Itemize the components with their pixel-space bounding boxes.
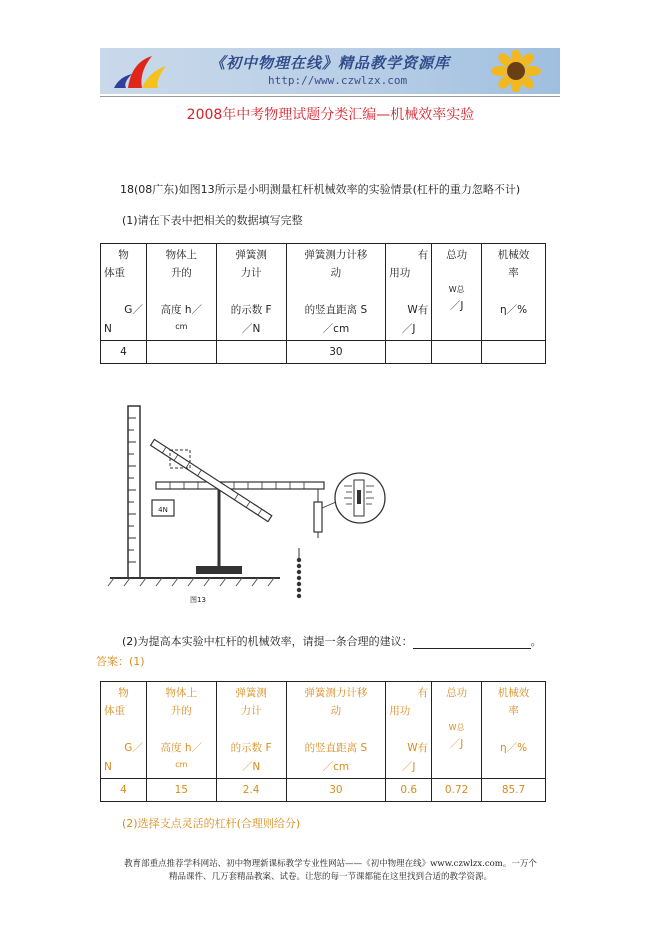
table-header-row [101, 682, 546, 779]
header-cell: 总功 W总 ／J [432, 682, 482, 779]
header-cell: 有 用功 W有 ／J [386, 682, 432, 779]
table-cell: 85.7 [482, 778, 546, 801]
header-cell: 机械效 率 η／% [482, 244, 546, 341]
table-cell: 0.72 [432, 778, 482, 801]
page-footer [0, 858, 661, 884]
answer-blank[interactable] [413, 638, 531, 649]
table-cell: 0.6 [386, 778, 432, 801]
header-cell: 物体上 升的 高度 h／ cm [146, 682, 216, 779]
lever-experiment-figure [100, 398, 390, 610]
table-cell [432, 340, 482, 363]
question-intro: 18(08广东)如图13所示是小明测量杠杆机械效率的实验情景(杠杆的重力忽略不计) [120, 183, 521, 196]
table-cell: 4 [101, 340, 147, 363]
table-cell [386, 340, 432, 363]
table-cell: 2.4 [216, 778, 286, 801]
banner-url[interactable]: http://www.czwlzx.com [268, 74, 408, 87]
footer-line-1: 教育部重点推荐学科网站、初中物理新课标教学专业性网站——《初中物理在线》www.czwlzx.com。一万个 [124, 859, 537, 869]
header-cell: 弹簧测 力计 的示数 F ／N [216, 682, 286, 779]
answer-label: 答案：(1) [96, 655, 145, 668]
header-cell: 弹簧测 力计 的示数 F ／N [216, 244, 286, 341]
table-cell: 4 [101, 778, 147, 801]
header-cell: 总功 W总 ／J [432, 244, 482, 341]
table-cell: 30 [286, 778, 386, 801]
header-cell: 物 体重 G／ N [101, 682, 147, 779]
figure-caption: 图13 [190, 596, 206, 604]
table-row [101, 778, 546, 801]
table-cell: 30 [286, 340, 386, 363]
sunflower-icon [486, 50, 546, 92]
question-part2: (2)为提高本实验中杠杆的机械效率，请提一条合理的建议： 。 [122, 635, 542, 648]
table-cell [482, 340, 546, 363]
answer-table [100, 681, 546, 802]
table-row [101, 340, 546, 363]
site-banner [100, 48, 560, 94]
table-cell [146, 340, 216, 363]
header-cell: 弹簧测力计移 动 的竖直距离 S ／cm [286, 244, 386, 341]
answer-part2: (2)选择支点灵活的杠杆(合理则给分) [122, 817, 301, 830]
header-cell: 弹簧测力计移 动 的竖直距离 S ／cm [286, 682, 386, 779]
header-cell: 机械效 率 η／% [482, 682, 546, 779]
header-cell: 物体上 升的 高度 h／ cm [146, 244, 216, 341]
table-cell: 15 [146, 778, 216, 801]
banner-title: 《初中物理在线》精品教学资源库 [210, 54, 451, 72]
weight-label: 4N [158, 506, 168, 514]
site-logo-icon [108, 52, 178, 92]
question-part1: (1)请在下表中把相关的数据填写完整 [122, 214, 303, 227]
question-table [100, 243, 546, 364]
footer-line-2: 精品课件、几万套精品教案、试卷。让您的每一节课都能在这里找到合适的教学资源。 [168, 872, 492, 883]
header-cell: 物 体重 G／ N [101, 244, 147, 341]
header-rule [100, 96, 560, 97]
table-cell [216, 340, 286, 363]
table-header-row [101, 244, 546, 341]
document-title: 2008年中考物理试题分类汇编—机械效率实验 [186, 107, 475, 123]
header-cell: 有 用功 W有 ／J [386, 244, 432, 341]
